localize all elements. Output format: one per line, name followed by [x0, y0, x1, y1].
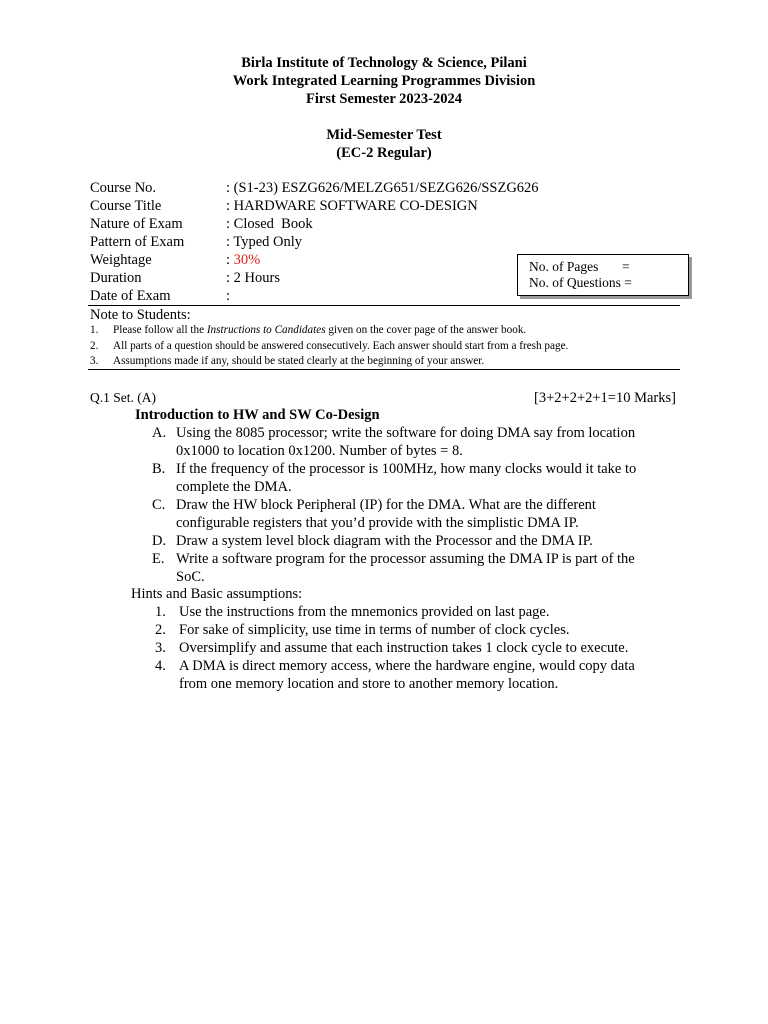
item-line: 0x1000 to location 0x1200. Number of bytes = 8. [176, 443, 463, 459]
info-value: : [226, 288, 231, 304]
info-row-course-no [90, 179, 539, 197]
pages-count-label: No. of Pages = [529, 259, 630, 274]
note-text-part: Please follow all the [113, 324, 207, 336]
hint-line: Use the instructions from the mnemonics provided on last page. [179, 604, 550, 620]
item-line: Draw a system level block diagram with the Processor and the DMA IP. [176, 533, 593, 549]
hint-item [155, 621, 635, 639]
note-number: 1. [90, 324, 99, 336]
item-line: configurable registers that you’d provide with the simplistic DMA IP. [176, 515, 579, 531]
item-marker: E. [152, 551, 165, 567]
question-item [152, 550, 636, 586]
note-text: All parts of a question should be answered consecutively. Each answer should start from a fresh page. [113, 339, 569, 352]
item-text [176, 496, 596, 532]
info-label: Course Title [90, 198, 162, 214]
info-value: : Typed Only [226, 234, 303, 250]
divider-bottom [88, 369, 680, 370]
info-value [226, 251, 260, 269]
hint-marker: 2. [155, 622, 166, 638]
info-row-date-of-exam [90, 287, 539, 305]
test-subtitle: (EC-2 Regular) [336, 145, 432, 161]
hints-title: Hints and Basic assumptions: [131, 586, 303, 602]
note-item [90, 323, 568, 339]
hint-line: Oversimplify and assume that each instruction takes 1 clock cycle to execute. [179, 640, 629, 656]
question-marks: [3+2+2+2+1=10 Marks] [534, 390, 676, 406]
info-label: Nature of Exam [90, 216, 183, 232]
item-line: If the frequency of the processor is 100MHz, how many clocks would it take to [176, 461, 637, 477]
weightage-value: 30% [233, 252, 261, 268]
question-items [152, 424, 636, 586]
hints-list [155, 603, 635, 693]
item-line: Write a software program for the processor assuming the DMA IP is part of the [176, 551, 635, 567]
section-title: Introduction to HW and SW Co-Design [135, 407, 380, 423]
hint-item [155, 657, 635, 693]
info-value: : 2 Hours [226, 270, 280, 286]
info-label: Duration [90, 270, 142, 286]
pages-questions-box [517, 254, 689, 296]
hint-text [179, 621, 569, 639]
question-item [152, 424, 636, 460]
info-label: Course No. [90, 180, 157, 196]
note-text: Assumptions made if any, should be stated clearly at the beginning of your answer. [113, 355, 485, 367]
info-value: : Closed Book [226, 216, 313, 232]
question-set: Q.1 Set. (A) [90, 390, 156, 405]
info-row-pattern-of-exam [90, 233, 539, 251]
questions-count-label: No. of Questions = [529, 275, 632, 290]
notes-list [90, 323, 568, 370]
info-label: Weightage [90, 252, 152, 268]
hint-line: A DMA is direct memory access, where the hardware engine, would copy data [179, 658, 635, 674]
hint-marker: 3. [155, 640, 166, 656]
notes-heading: Note to Students: [90, 307, 191, 323]
info-label: Date of Exam [90, 288, 171, 304]
institute-name: Birla Institute of Technology & Science, Pilani [241, 55, 527, 71]
note-text-part: given on the cover page of the answer book. [325, 324, 527, 336]
item-line: complete the DMA. [176, 479, 292, 495]
note-text-italic: Instructions to Candidates [206, 324, 326, 336]
weightage-prefix: : [226, 252, 234, 268]
item-line: SoC. [176, 569, 205, 585]
course-info [90, 179, 539, 305]
info-value: : HARDWARE SOFTWARE CO-DESIGN [226, 198, 478, 214]
info-value: : (S1-23) ESZG626/MELZG651/SEZG626/SSZG626 [226, 180, 539, 196]
question-item [152, 460, 636, 496]
item-text [176, 424, 635, 460]
item-marker: B. [152, 461, 166, 477]
item-line: Using the 8085 processor; write the software for doing DMA say from location [176, 425, 636, 441]
hint-line: For sake of simplicity, use time in terms of number of clock cycles. [179, 622, 570, 638]
info-row-weightage [90, 251, 539, 269]
info-row-course-title [90, 197, 539, 215]
question-item [152, 532, 636, 550]
hint-item [155, 639, 635, 657]
hint-marker: 4. [155, 658, 166, 674]
note-item [90, 339, 568, 355]
item-line: Draw the HW block Peripheral (IP) for the DMA. What are the different [176, 497, 596, 513]
note-number: 3. [90, 355, 99, 367]
note-number: 2. [90, 339, 99, 352]
info-row-nature-of-exam [90, 215, 539, 233]
document-header [0, 54, 768, 108]
question-item [152, 496, 636, 532]
division-name: Work Integrated Learning Programmes Division [232, 73, 536, 89]
item-marker: A. [152, 425, 167, 441]
test-title-block [0, 126, 768, 162]
item-marker: D. [152, 533, 167, 549]
hint-line: from one memory location and store to another memory location. [179, 676, 559, 692]
test-title: Mid-Semester Test [326, 127, 442, 143]
hint-item [155, 603, 635, 621]
semester-name: First Semester 2023-2024 [306, 91, 462, 107]
hint-text [179, 639, 628, 657]
note-text [113, 323, 526, 339]
note-item [90, 354, 568, 370]
hint-text [179, 603, 549, 621]
item-text [176, 460, 636, 496]
item-text [176, 532, 593, 550]
info-row-duration [90, 269, 539, 287]
item-text [176, 550, 635, 586]
hint-text [179, 657, 635, 693]
info-label: Pattern of Exam [90, 234, 185, 250]
item-marker: C. [152, 497, 166, 513]
hint-marker: 1. [155, 604, 166, 620]
